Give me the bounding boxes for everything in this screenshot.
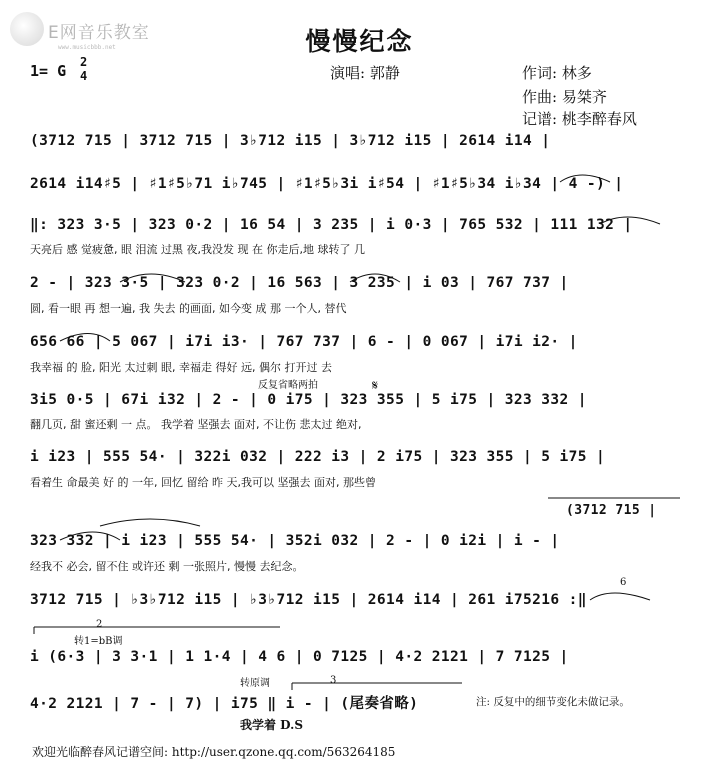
return-key-note: 转原调 [240,678,270,689]
volta-bracket-2: 2 [96,619,103,630]
lyric-line-3: 我幸福 的 脸, 阳光 太过刺 眼, 幸福走 得好 远, 偶尔 打开过 去 [30,361,332,374]
tie-arc [560,175,610,182]
tie-arc [600,217,660,224]
score-row-3: ‖: 323 3·5 | 323 0·2 | 16 54 | 3 235 | i 0·3 | 765 532 | 111 132 | [30,217,633,233]
lyric-line-4: 翻几页, 甜 蜜还剩 一 点。 我学着 坚强去 面对, 不让伤 悲太过 绝对, [30,418,362,431]
key-signature: 1= G [30,62,67,80]
score-row-9: 3712 715 | ♭3♭712 i15 | ♭3♭712 i15 | 2614 i14 | 261 i75216 :‖ [30,592,587,608]
footer-link-text: 欢迎光临醉春风记谱空间: http://user.qzone.qq.com/563264185 [32,745,396,759]
remark-note: 注: 反复中的细节变化未做记录。 [476,696,630,708]
score-row-1: (3712 715 | 3712 715 | 3♭712 i15 | 3♭712 i15 | 2614 i14 | [30,133,551,149]
logo-text: E网音乐教室 [48,23,150,43]
score-row-5: 656 66 | 5 067 | i7i i3· | 767 737 | 6 - | 0 067 | i7i i2· | [30,334,578,350]
lyric-line-2: 圆, 看一眼 再 想一遍, 我 失去 的画面, 如今变 成 那 一个人, 替代 [30,302,347,315]
volta-bracket-3: 3 [330,675,337,686]
score-row-7: i i23 | 555 54· | 322i 032 | 222 i3 | 2 i75 | 323 355 | 5 i75 | [30,449,606,465]
time-signature-bottom: 4 [80,69,88,83]
tuplet-number: 6 [620,577,627,588]
composer-credit: 作曲: 易桀齐 [522,88,607,106]
logo-url: www.musicbbb.net [58,44,116,51]
score-row-6: 3i5 0·5 | 67i i32 | 2 - | 0 i75 | 323 355 | 5 i75 | 323 332 | [30,392,587,408]
lyric-line-5: 看着生 命最美 好 的 一年, 回忆 留给 昨 天,我可以 坚强去 面对, 那些曾 [30,476,376,489]
score-row-11: 4·2 2121 | 7 - | 7) | i75 ‖ i - | (尾奏省略) [30,696,419,712]
score-row-4: 2 - | 323 3·5 | 323 0·2 | 16 563 | 3 235 | i 03 | 767 737 | [30,275,569,291]
intro-repeat-row: (3712 715 | [566,503,657,518]
tie-arc [60,532,120,540]
score-row-2: 2614 i14♯5 | ♯1♯5♭71 i♭745 | ♯1♯5♭3i i♯54 | ♯1♯5♭34 i♭34 | 4 -) | [30,176,624,192]
tie-arc [120,274,185,282]
singer-credit: 演唱: 郭静 [330,64,400,82]
tie-arc [350,274,400,282]
time-signature-top: 2 [80,55,88,69]
ds-instruction: 我学着 D.S [240,718,304,732]
repeat-omission-note: 反复省略两拍 [258,380,318,391]
lyric-line-6: 经我不 必会, 留不住 或许还 剩 一张照片, 慢慢 去纪念。 [30,560,304,573]
tie-arc [100,519,200,526]
tie-arc [590,593,650,600]
transcriber-credit: 记谱: 桃李醉春风 [522,110,637,128]
score-row-8: 323 332 | i i23 | 555 54· | 352i 032 | 2 - | 0 i2i | i - | [30,533,560,549]
score-row-10: i (6·3 | 3 3·1 | 1 1·4 | 4 6 | 0 7125 | 4·2 2121 | 7 7125 | [30,649,569,665]
tie-arc [60,334,110,342]
lyric-line-1: 天亮后 感 觉疲惫, 眼 泪流 过黑 夜,我没发 现 在 你走后,地 球转了 几 [30,243,365,256]
lyricist-credit: 作词: 林多 [522,64,592,82]
segno-icon: 𝄋 [372,378,379,394]
song-title: 慢慢纪念 [305,27,414,56]
modulation-note: 转1=bB调 [74,636,123,647]
